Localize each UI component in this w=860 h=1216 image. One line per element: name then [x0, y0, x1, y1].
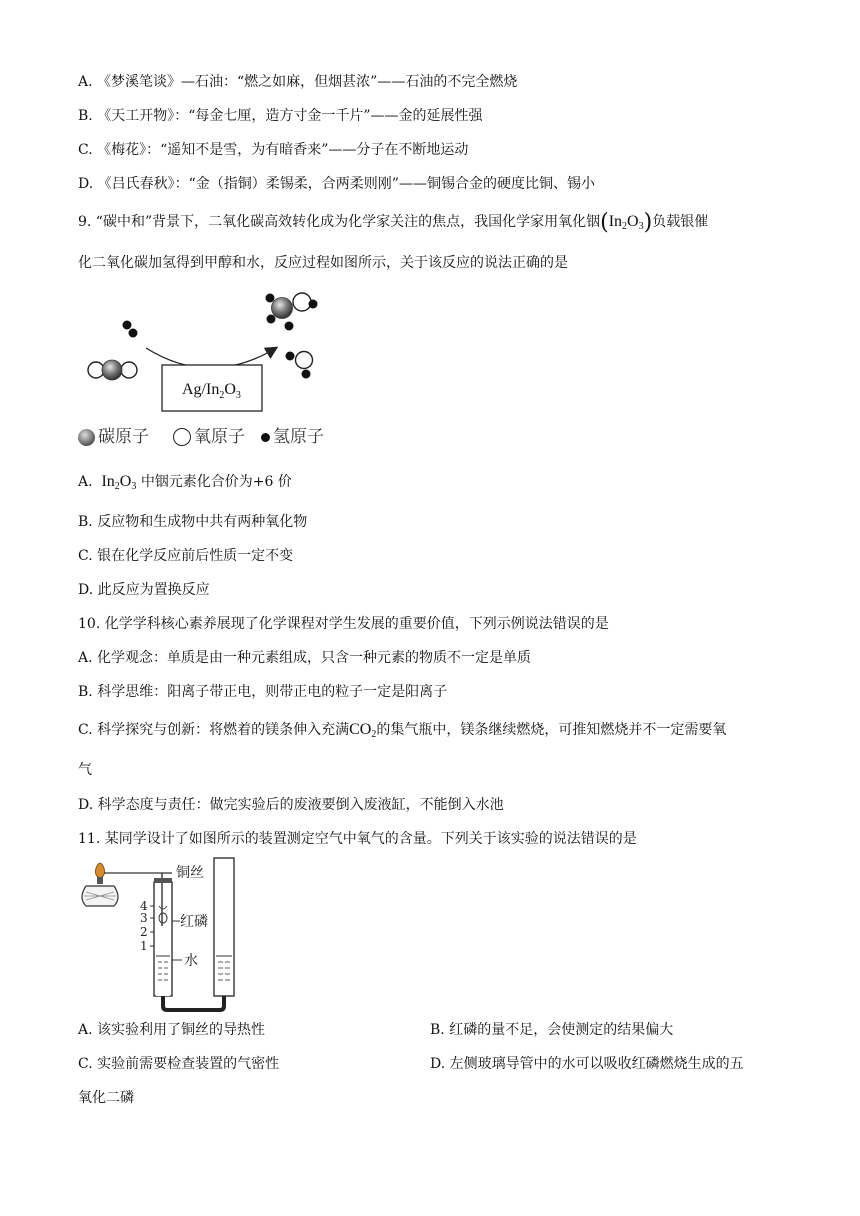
- label-copper-wire: 铜丝: [176, 865, 204, 881]
- q9-option-c: C. 银在化学反应前后性质一定不变: [78, 548, 294, 564]
- reaction-diagram: [80, 288, 340, 418]
- legend-hydrogen-label: 氢原子: [273, 427, 324, 447]
- q11-option-d: D. 左侧玻璃导管中的水可以吸收红磷燃烧生成的五: [430, 1056, 744, 1072]
- methanol-molecule: [266, 293, 318, 331]
- q9-stem-text: 9. “碳中和”背景下，二氧化碳高效转化成为化学家关注的焦点，我国化学家用氧化铟: [78, 214, 601, 230]
- label-water: 水: [184, 953, 198, 969]
- q10-option-c: C. 科学探究与创新：将燃着的镁条伸入充满$CO_2$的集气瓶中，镁条继续燃烧，可推知燃烧并不一定需要氧: [78, 721, 727, 740]
- q9-stem-line1: 9. “碳中和”背景下，二氧化碳高效转化成为化学家关注的焦点，我国化学家用氧化铟$(In_2O_3)$负载银催: [78, 210, 709, 235]
- q11-stem: 11. 某同学设计了如图所示的装置测定空气中氧气的含量。下列关于该实验的说法错误的是: [78, 831, 637, 847]
- atom-legend: [78, 426, 324, 448]
- q10-option-c-wrap: 气: [78, 762, 92, 778]
- carbon-dioxide-molecule: [88, 360, 137, 380]
- q8-option-d: D. 《吕氏春秋》：“金（指铜）柔锡柔，合两柔则刚”——铜锡合金的硬度比铜、锡小: [78, 176, 595, 192]
- legend-oxygen-label: 氧原子: [194, 427, 245, 447]
- q10-option-a: A. 化学观念：单质是由一种元素组成，只含一种元素的物质不一定是单质: [78, 650, 532, 666]
- scale-label-4: 4: [140, 899, 148, 913]
- q9-formula: $In_2O_3$: [608, 213, 644, 232]
- carbon-atom-icon: [78, 429, 95, 446]
- apparatus-diagram: [80, 856, 280, 1016]
- left-glass-tube: [154, 878, 172, 996]
- q11-option-b: B. 红磷的量不足，会使测定的结果偏大: [430, 1022, 674, 1038]
- label-red-phosphorus: 红磷: [180, 914, 208, 930]
- q11-option-a: A. 该实验利用了铜丝的导热性: [78, 1022, 266, 1038]
- q9-option-d: D. 此反应为置换反应: [78, 582, 210, 598]
- scale-label-2: 2: [140, 925, 148, 939]
- q8-option-c: C. 《梅花》：“遥知不是雪，为有暗香来”——分子在不断地运动: [78, 142, 469, 158]
- water-molecule: [286, 352, 313, 379]
- scale-label-1: 1: [140, 939, 148, 953]
- scale-label-3: 3: [140, 911, 148, 925]
- q11-option-c: C. 实验前需要检查装置的气密性: [78, 1056, 280, 1072]
- q11-option-d-wrap: 氧化二磷: [78, 1090, 134, 1106]
- hydrogen-molecule-reactant: [123, 321, 138, 338]
- q8-option-b: B. 《天工开物》：“每金七厘，造方寸金一千片”——金的延展性强: [78, 108, 483, 124]
- catalyst-label: $Ag/In_2O_3$: [182, 381, 241, 401]
- alcohol-lamp-icon: [82, 863, 118, 906]
- hydrogen-atom-icon: [261, 433, 270, 442]
- rubber-tube: [163, 996, 224, 1010]
- q9-option-a: A. $In_2O_3$ 中铟元素化合价为+6 价: [78, 473, 292, 492]
- q9-option-b: B. 反应物和生成物中共有两种氧化物: [78, 514, 308, 530]
- q8-option-a: A. 《梦溪笔谈》—石油：“燃之如麻，但烟甚浓”——石油的不完全燃烧: [78, 74, 518, 90]
- q9-stem-text-end: 负载银催: [652, 214, 709, 230]
- q10-option-d: D. 科学态度与责任：做完实验后的废液要倒入废液缸，不能倒入水池: [78, 797, 504, 813]
- q10-stem: 10. 化学学科核心素养展现了化学课程对学生发展的重要价值，下列示例说法错误的是: [78, 616, 609, 632]
- q10-option-b: B. 科学思维：阳离子带正电，则带正电的粒子一定是阳离子: [78, 684, 448, 700]
- q9-stem-line2: 化二氧化碳加氢得到甲醇和水，反应过程如图所示，关于该反应的说法正确的是: [78, 255, 568, 271]
- oxygen-atom-icon: [173, 428, 191, 446]
- right-glass-tube: [214, 858, 234, 996]
- legend-carbon-label: 碳原子: [98, 427, 149, 447]
